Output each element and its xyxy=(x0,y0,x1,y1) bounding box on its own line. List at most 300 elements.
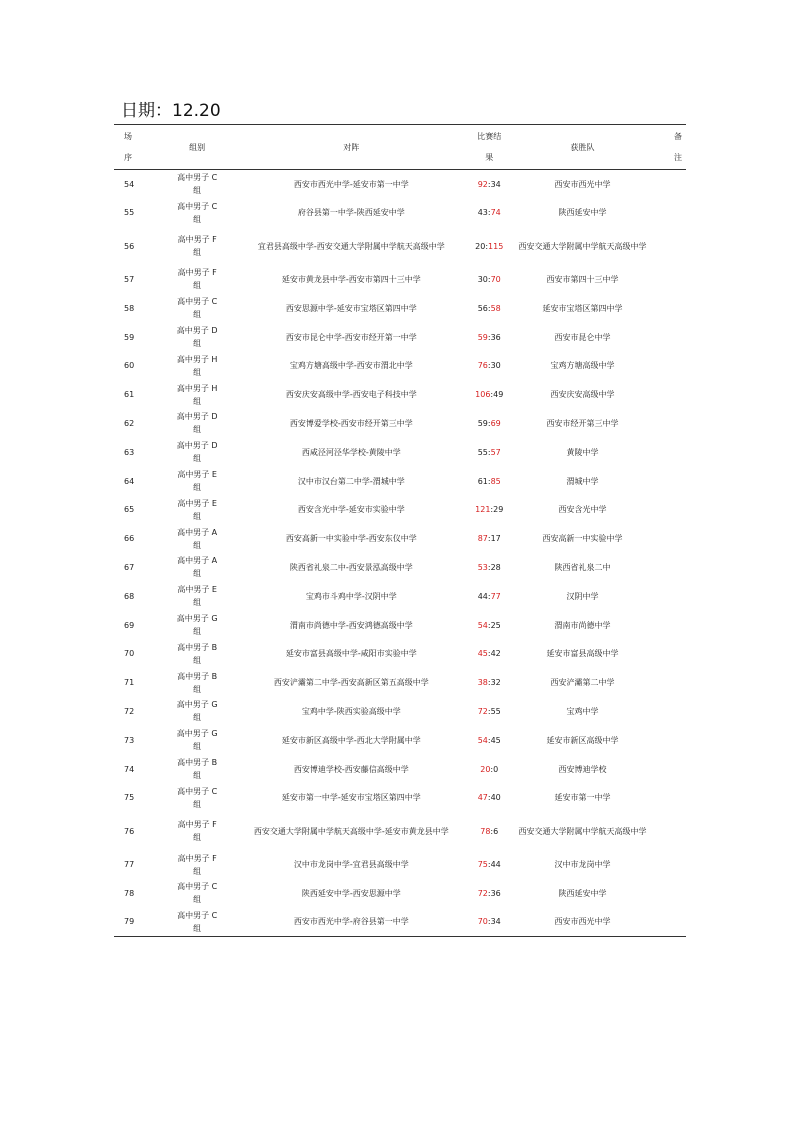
group-name: 高中男子 F xyxy=(177,853,217,863)
table-row xyxy=(114,611,686,640)
winner-cell: 西安市西光中学 xyxy=(554,179,611,189)
score-team-b: 44 xyxy=(490,860,501,870)
matchup-text: 延安市第一中学-延安市宝塔区第四中学 xyxy=(281,793,421,803)
match-number: 75 xyxy=(124,793,135,803)
group-name: 高中男子 E xyxy=(177,498,217,508)
header-row xyxy=(114,125,686,170)
winner-cell: 西安浐灞第二中学 xyxy=(550,678,615,688)
score-separator: : xyxy=(487,793,491,803)
group-suffix: 组 xyxy=(193,713,202,723)
group-cell xyxy=(157,879,238,908)
group-name: 高中男子 G xyxy=(176,729,218,739)
score-team-a: 59 xyxy=(477,332,488,342)
winner-cell: 汉阴中学 xyxy=(566,591,599,601)
score-team-a: 72 xyxy=(477,706,488,716)
table-row xyxy=(114,879,686,908)
note-cell xyxy=(651,524,686,553)
matchup-cell xyxy=(238,524,465,553)
group-suffix: 组 xyxy=(193,866,202,876)
matchup-cell xyxy=(238,611,465,640)
table-row xyxy=(114,726,686,755)
note-cell xyxy=(651,351,686,380)
table-row xyxy=(114,495,686,524)
score-separator: : xyxy=(487,678,491,688)
group-suffix: 组 xyxy=(193,483,202,493)
score-team-b: 29 xyxy=(493,505,504,515)
score-team-b: 55 xyxy=(490,706,501,716)
score-cell xyxy=(465,726,514,755)
note-cell xyxy=(651,198,686,227)
group-cell xyxy=(157,783,238,812)
score-separator: : xyxy=(490,826,494,836)
group-name: 高中男子 C xyxy=(177,910,218,920)
matchup-text: 延安市富县高级中学-咸阳市实验中学 xyxy=(285,649,417,659)
winner-cell: 西安市昆仑中学 xyxy=(554,332,611,342)
score-team-a: 76 xyxy=(477,361,488,371)
matchup-cell xyxy=(238,812,465,850)
group-cell xyxy=(157,170,238,199)
group-suffix: 组 xyxy=(193,598,202,608)
matchup-cell xyxy=(238,170,465,199)
note-cell xyxy=(651,697,686,726)
matchup-text: 宝鸡方塘高级中学-西安市渭北中学 xyxy=(289,361,413,371)
group-name: 高中男子 C xyxy=(177,882,218,892)
note-cell xyxy=(651,812,686,850)
matchup-text: 延安市黄龙县中学-西安市第四十三中学 xyxy=(281,274,421,284)
group-name: 高中男子 F xyxy=(177,268,217,278)
header-winner: 获胜队 xyxy=(570,142,595,152)
score-team-a: 53 xyxy=(477,562,488,572)
note-cell xyxy=(651,553,686,582)
group-suffix: 组 xyxy=(193,627,202,637)
group-cell xyxy=(157,755,238,784)
score-team-a: 20 xyxy=(480,764,491,774)
score-separator: : xyxy=(487,649,491,659)
winner-cell: 西安市西光中学 xyxy=(554,917,611,927)
match-number: 76 xyxy=(124,826,135,836)
group-cell xyxy=(157,668,238,697)
table-row xyxy=(114,755,686,784)
matchup-cell xyxy=(238,351,465,380)
score-team-b: 77 xyxy=(490,591,501,601)
score-team-b: 85 xyxy=(490,476,501,486)
matchup-cell xyxy=(238,553,465,582)
score-team-a: 47 xyxy=(477,793,488,803)
match-number: 61 xyxy=(124,390,135,400)
group-cell xyxy=(157,467,238,496)
score-team-b: 34 xyxy=(490,179,501,189)
group-name: 高中男子 C xyxy=(177,201,218,211)
note-cell xyxy=(651,755,686,784)
group-name: 高中男子 F xyxy=(177,820,217,830)
group-cell xyxy=(157,908,238,937)
header-score-line1: 比赛结 xyxy=(477,132,502,141)
score-separator: : xyxy=(487,179,491,189)
score-team-b: 30 xyxy=(490,361,501,371)
group-suffix: 组 xyxy=(193,396,202,406)
score-cell xyxy=(465,227,514,265)
group-suffix: 组 xyxy=(193,310,202,320)
group-suffix: 组 xyxy=(193,186,202,196)
group-cell xyxy=(157,495,238,524)
matchup-text: 西安思源中学-延安市宝塔区第四中学 xyxy=(285,303,417,313)
matchup-cell xyxy=(238,227,465,265)
score-separator: : xyxy=(487,208,491,218)
group-name: 高中男子 D xyxy=(176,412,218,422)
group-suffix: 组 xyxy=(193,248,202,258)
group-suffix: 组 xyxy=(193,339,202,349)
score-team-a: 45 xyxy=(477,649,488,659)
match-number: 56 xyxy=(124,241,135,251)
score-team-a: 87 xyxy=(477,534,488,544)
matchup-text: 西安高新一中实验中学-西安东仪中学 xyxy=(285,534,417,544)
match-number: 66 xyxy=(124,534,135,544)
group-name: 高中男子 H xyxy=(176,354,218,364)
note-cell xyxy=(651,668,686,697)
group-name: 高中男子 D xyxy=(176,326,218,336)
group-name: 高中男子 B xyxy=(177,671,218,681)
score-cell xyxy=(465,850,514,879)
winner-cell: 西安博迪学校 xyxy=(558,764,607,774)
winner-cell: 陕西延安中学 xyxy=(558,888,607,898)
score-team-b: 36 xyxy=(490,888,501,898)
group-cell xyxy=(157,697,238,726)
note-cell xyxy=(651,582,686,611)
table-row xyxy=(114,409,686,438)
matchup-text: 西安市西光中学-府谷县第一中学 xyxy=(293,917,409,927)
winner-cell: 黄陵中学 xyxy=(566,447,599,457)
group-suffix: 组 xyxy=(193,771,202,781)
matchup-text: 西安交通大学附属中学航天高级中学-延安市黄龙县中学 xyxy=(253,826,449,836)
matchup-text: 宝鸡市斗鸡中学-汉阴中学 xyxy=(305,591,397,601)
score-team-a: 106 xyxy=(475,390,491,400)
group-cell xyxy=(157,850,238,879)
winner-cell: 渭城中学 xyxy=(566,476,599,486)
group-name: 高中男子 E xyxy=(177,585,217,595)
winner-cell: 西安高新一中实验中学 xyxy=(542,534,623,544)
score-cell xyxy=(465,668,514,697)
matchup-cell xyxy=(238,438,465,467)
group-cell xyxy=(157,812,238,850)
score-team-b: 17 xyxy=(490,534,501,544)
table-row xyxy=(114,553,686,582)
group-suffix: 组 xyxy=(193,833,202,843)
match-number: 55 xyxy=(124,208,135,218)
group-suffix: 组 xyxy=(193,684,202,694)
score-team-b: 42 xyxy=(490,649,501,659)
score-team-a: 70 xyxy=(477,917,488,927)
group-name: 高中男子 C xyxy=(177,786,218,796)
table-row xyxy=(114,227,686,265)
group-name: 高中男子 A xyxy=(177,556,218,566)
matchup-cell xyxy=(238,879,465,908)
group-name: 高中男子 C xyxy=(177,173,218,183)
score-cell xyxy=(465,879,514,908)
group-name: 高中男子 E xyxy=(177,470,217,480)
winner-cell: 西安交通大学附属中学航天高级中学 xyxy=(518,241,647,251)
score-team-b: 32 xyxy=(490,678,501,688)
winner-cell: 汉中市龙岗中学 xyxy=(554,860,611,870)
score-cell xyxy=(465,323,514,352)
group-name: 高中男子 F xyxy=(177,235,217,245)
score-team-a: 54 xyxy=(477,620,488,630)
score-separator: : xyxy=(487,332,491,342)
group-name: 高中男子 G xyxy=(176,700,218,710)
match-number: 74 xyxy=(124,764,135,774)
score-separator: : xyxy=(487,620,491,630)
results-table-container xyxy=(114,124,686,937)
group-name: 高中男子 D xyxy=(176,441,218,451)
match-number: 54 xyxy=(124,179,135,189)
winner-cell: 宝鸡中学 xyxy=(566,706,599,716)
page-title: 日期：12.20 xyxy=(121,101,221,121)
score-team-a: 61 xyxy=(477,476,488,486)
group-cell xyxy=(157,639,238,668)
score-cell xyxy=(465,812,514,850)
note-cell xyxy=(651,783,686,812)
score-team-b: 74 xyxy=(490,208,501,218)
table-row xyxy=(114,294,686,323)
group-suffix: 组 xyxy=(193,569,202,579)
match-number: 70 xyxy=(124,649,135,659)
header-score xyxy=(465,125,514,170)
score-team-b: 69 xyxy=(490,418,501,428)
score-cell xyxy=(465,265,514,294)
match-number: 64 xyxy=(124,476,135,486)
score-team-a: 59 xyxy=(477,418,488,428)
score-separator: : xyxy=(487,735,491,745)
score-team-a: 20 xyxy=(475,241,486,251)
score-team-b: 34 xyxy=(490,917,501,927)
note-cell xyxy=(651,323,686,352)
score-team-b: 0 xyxy=(493,764,499,774)
header-note-line1: 备 xyxy=(674,132,682,141)
header-note-line2: 注 xyxy=(674,153,682,162)
note-cell xyxy=(651,409,686,438)
matchup-cell xyxy=(238,294,465,323)
score-team-a: 30 xyxy=(477,274,488,284)
group-cell xyxy=(157,351,238,380)
table-row xyxy=(114,351,686,380)
match-number: 65 xyxy=(124,505,135,515)
score-team-a: 38 xyxy=(477,678,488,688)
winner-cell: 延安市宝塔区第四中学 xyxy=(542,303,623,313)
note-cell xyxy=(651,850,686,879)
score-team-b: 115 xyxy=(488,241,504,251)
match-number: 78 xyxy=(124,888,135,898)
score-separator: : xyxy=(487,591,491,601)
table-row xyxy=(114,850,686,879)
matchup-text: 汉中市龙岗中学-宜君县高级中学 xyxy=(293,860,409,870)
group-cell xyxy=(157,438,238,467)
score-separator: : xyxy=(487,534,491,544)
score-separator: : xyxy=(487,888,491,898)
score-team-b: 49 xyxy=(493,390,504,400)
matchup-cell xyxy=(238,850,465,879)
table-row xyxy=(114,170,686,199)
score-separator: : xyxy=(487,447,491,457)
group-suffix: 组 xyxy=(193,540,202,550)
match-number: 79 xyxy=(124,917,135,927)
group-cell xyxy=(157,611,238,640)
matchup-cell xyxy=(238,265,465,294)
matchup-text: 西安含光中学-延安市实验中学 xyxy=(297,505,405,515)
score-cell xyxy=(465,582,514,611)
table-row xyxy=(114,323,686,352)
group-cell xyxy=(157,380,238,409)
score-cell xyxy=(465,438,514,467)
match-number: 71 xyxy=(124,678,135,688)
score-team-b: 28 xyxy=(490,562,501,572)
group-cell xyxy=(157,726,238,755)
table-row xyxy=(114,582,686,611)
table-row xyxy=(114,668,686,697)
table-row xyxy=(114,467,686,496)
matchup-cell xyxy=(238,726,465,755)
score-separator: : xyxy=(487,418,491,428)
score-team-a: 54 xyxy=(477,735,488,745)
score-team-a: 75 xyxy=(477,860,488,870)
score-cell xyxy=(465,409,514,438)
score-separator: : xyxy=(487,303,491,313)
score-team-b: 36 xyxy=(490,332,501,342)
score-team-b: 40 xyxy=(490,793,501,803)
match-number: 67 xyxy=(124,562,135,572)
group-cell xyxy=(157,323,238,352)
header-match-no xyxy=(114,125,157,170)
score-team-b: 58 xyxy=(490,303,501,313)
score-separator: : xyxy=(490,390,494,400)
group-suffix: 组 xyxy=(193,655,202,665)
table-row xyxy=(114,438,686,467)
score-cell xyxy=(465,553,514,582)
winner-cell: 渭南市尚德中学 xyxy=(554,620,611,630)
group-suffix: 组 xyxy=(193,923,202,933)
match-number: 57 xyxy=(124,274,135,284)
matchup-text: 渭南市尚德中学-西安鸿德高级中学 xyxy=(289,620,413,630)
note-cell xyxy=(651,438,686,467)
group-cell xyxy=(157,294,238,323)
score-team-a: 55 xyxy=(477,447,488,457)
matchup-cell xyxy=(238,323,465,352)
score-cell xyxy=(465,380,514,409)
header-match-no-line2: 序 xyxy=(124,153,132,162)
group-cell xyxy=(157,409,238,438)
table-row xyxy=(114,908,686,937)
matchup-text: 西安市昆仑中学-西安市经开第一中学 xyxy=(285,332,417,342)
score-team-a: 121 xyxy=(475,505,491,515)
matchup-text: 宜君县高级中学-西安交通大学附属中学航天高级中学 xyxy=(257,241,445,251)
header-matchup: 对阵 xyxy=(343,142,360,152)
note-cell xyxy=(651,495,686,524)
group-suffix: 组 xyxy=(193,799,202,809)
table-body xyxy=(114,170,686,937)
score-separator: : xyxy=(487,274,491,284)
matchup-text: 延安市新区高级中学-西北大学附属中学 xyxy=(281,735,421,745)
score-team-a: 44 xyxy=(477,591,488,601)
matchup-cell xyxy=(238,668,465,697)
matchup-cell xyxy=(238,908,465,937)
score-team-b: 25 xyxy=(490,620,501,630)
score-team-b: 6 xyxy=(493,826,499,836)
table-row xyxy=(114,783,686,812)
group-suffix: 组 xyxy=(193,454,202,464)
winner-cell: 西安市经开第三中学 xyxy=(546,418,619,428)
winner-cell: 延安市新区高级中学 xyxy=(546,735,619,745)
score-separator: : xyxy=(487,917,491,927)
matchup-text: 陕西省礼泉二中-西安景泓高级中学 xyxy=(289,562,413,572)
table-row xyxy=(114,639,686,668)
matchup-text: 府谷县第一中学-陕西延安中学 xyxy=(297,208,405,218)
table-row xyxy=(114,265,686,294)
group-suffix: 组 xyxy=(193,425,202,435)
matchup-cell xyxy=(238,409,465,438)
matchup-cell xyxy=(238,467,465,496)
score-separator: : xyxy=(487,562,491,572)
score-cell xyxy=(465,170,514,199)
score-cell xyxy=(465,908,514,937)
winner-cell: 陕西省礼泉二中 xyxy=(554,562,611,572)
score-team-a: 92 xyxy=(477,179,488,189)
match-number: 62 xyxy=(124,418,135,428)
note-cell xyxy=(651,908,686,937)
score-separator: : xyxy=(490,764,494,774)
note-cell xyxy=(651,726,686,755)
table-header xyxy=(114,125,686,170)
score-cell xyxy=(465,755,514,784)
note-cell xyxy=(651,265,686,294)
matchup-text: 西安市西光中学-延安市第一中学 xyxy=(293,179,409,189)
table-row xyxy=(114,198,686,227)
matchup-cell xyxy=(238,495,465,524)
score-team-a: 56 xyxy=(477,303,488,313)
winner-cell: 延安市富县高级中学 xyxy=(546,649,619,659)
score-separator: : xyxy=(487,706,491,716)
group-name: 高中男子 H xyxy=(176,383,218,393)
match-number: 58 xyxy=(124,303,135,313)
table-row xyxy=(114,524,686,553)
score-team-b: 57 xyxy=(490,447,501,457)
score-cell xyxy=(465,697,514,726)
matchup-cell xyxy=(238,198,465,227)
table-row xyxy=(114,812,686,850)
score-cell xyxy=(465,611,514,640)
matchup-cell xyxy=(238,380,465,409)
score-cell xyxy=(465,783,514,812)
matchup-text: 汉中市汉台第二中学-渭城中学 xyxy=(297,476,405,486)
group-cell xyxy=(157,524,238,553)
note-cell xyxy=(651,170,686,199)
matchup-text: 西安博迪学校-西安藤信高级中学 xyxy=(293,764,409,774)
score-team-a: 43 xyxy=(477,208,488,218)
winner-cell: 陕西延安中学 xyxy=(558,208,607,218)
matchup-cell xyxy=(238,582,465,611)
table-row xyxy=(114,697,686,726)
score-team-b: 70 xyxy=(490,274,501,284)
score-separator: : xyxy=(490,505,494,515)
score-cell xyxy=(465,467,514,496)
winner-cell: 西安市第四十三中学 xyxy=(546,274,619,284)
note-cell xyxy=(651,380,686,409)
score-separator: : xyxy=(487,361,491,371)
match-number: 59 xyxy=(124,332,135,342)
score-team-a: 78 xyxy=(480,826,491,836)
note-cell xyxy=(651,639,686,668)
winner-cell: 西安庆安高级中学 xyxy=(550,390,615,400)
group-cell xyxy=(157,198,238,227)
matchup-text: 西安博爱学校-西安市经开第三中学 xyxy=(289,418,413,428)
score-cell xyxy=(465,495,514,524)
